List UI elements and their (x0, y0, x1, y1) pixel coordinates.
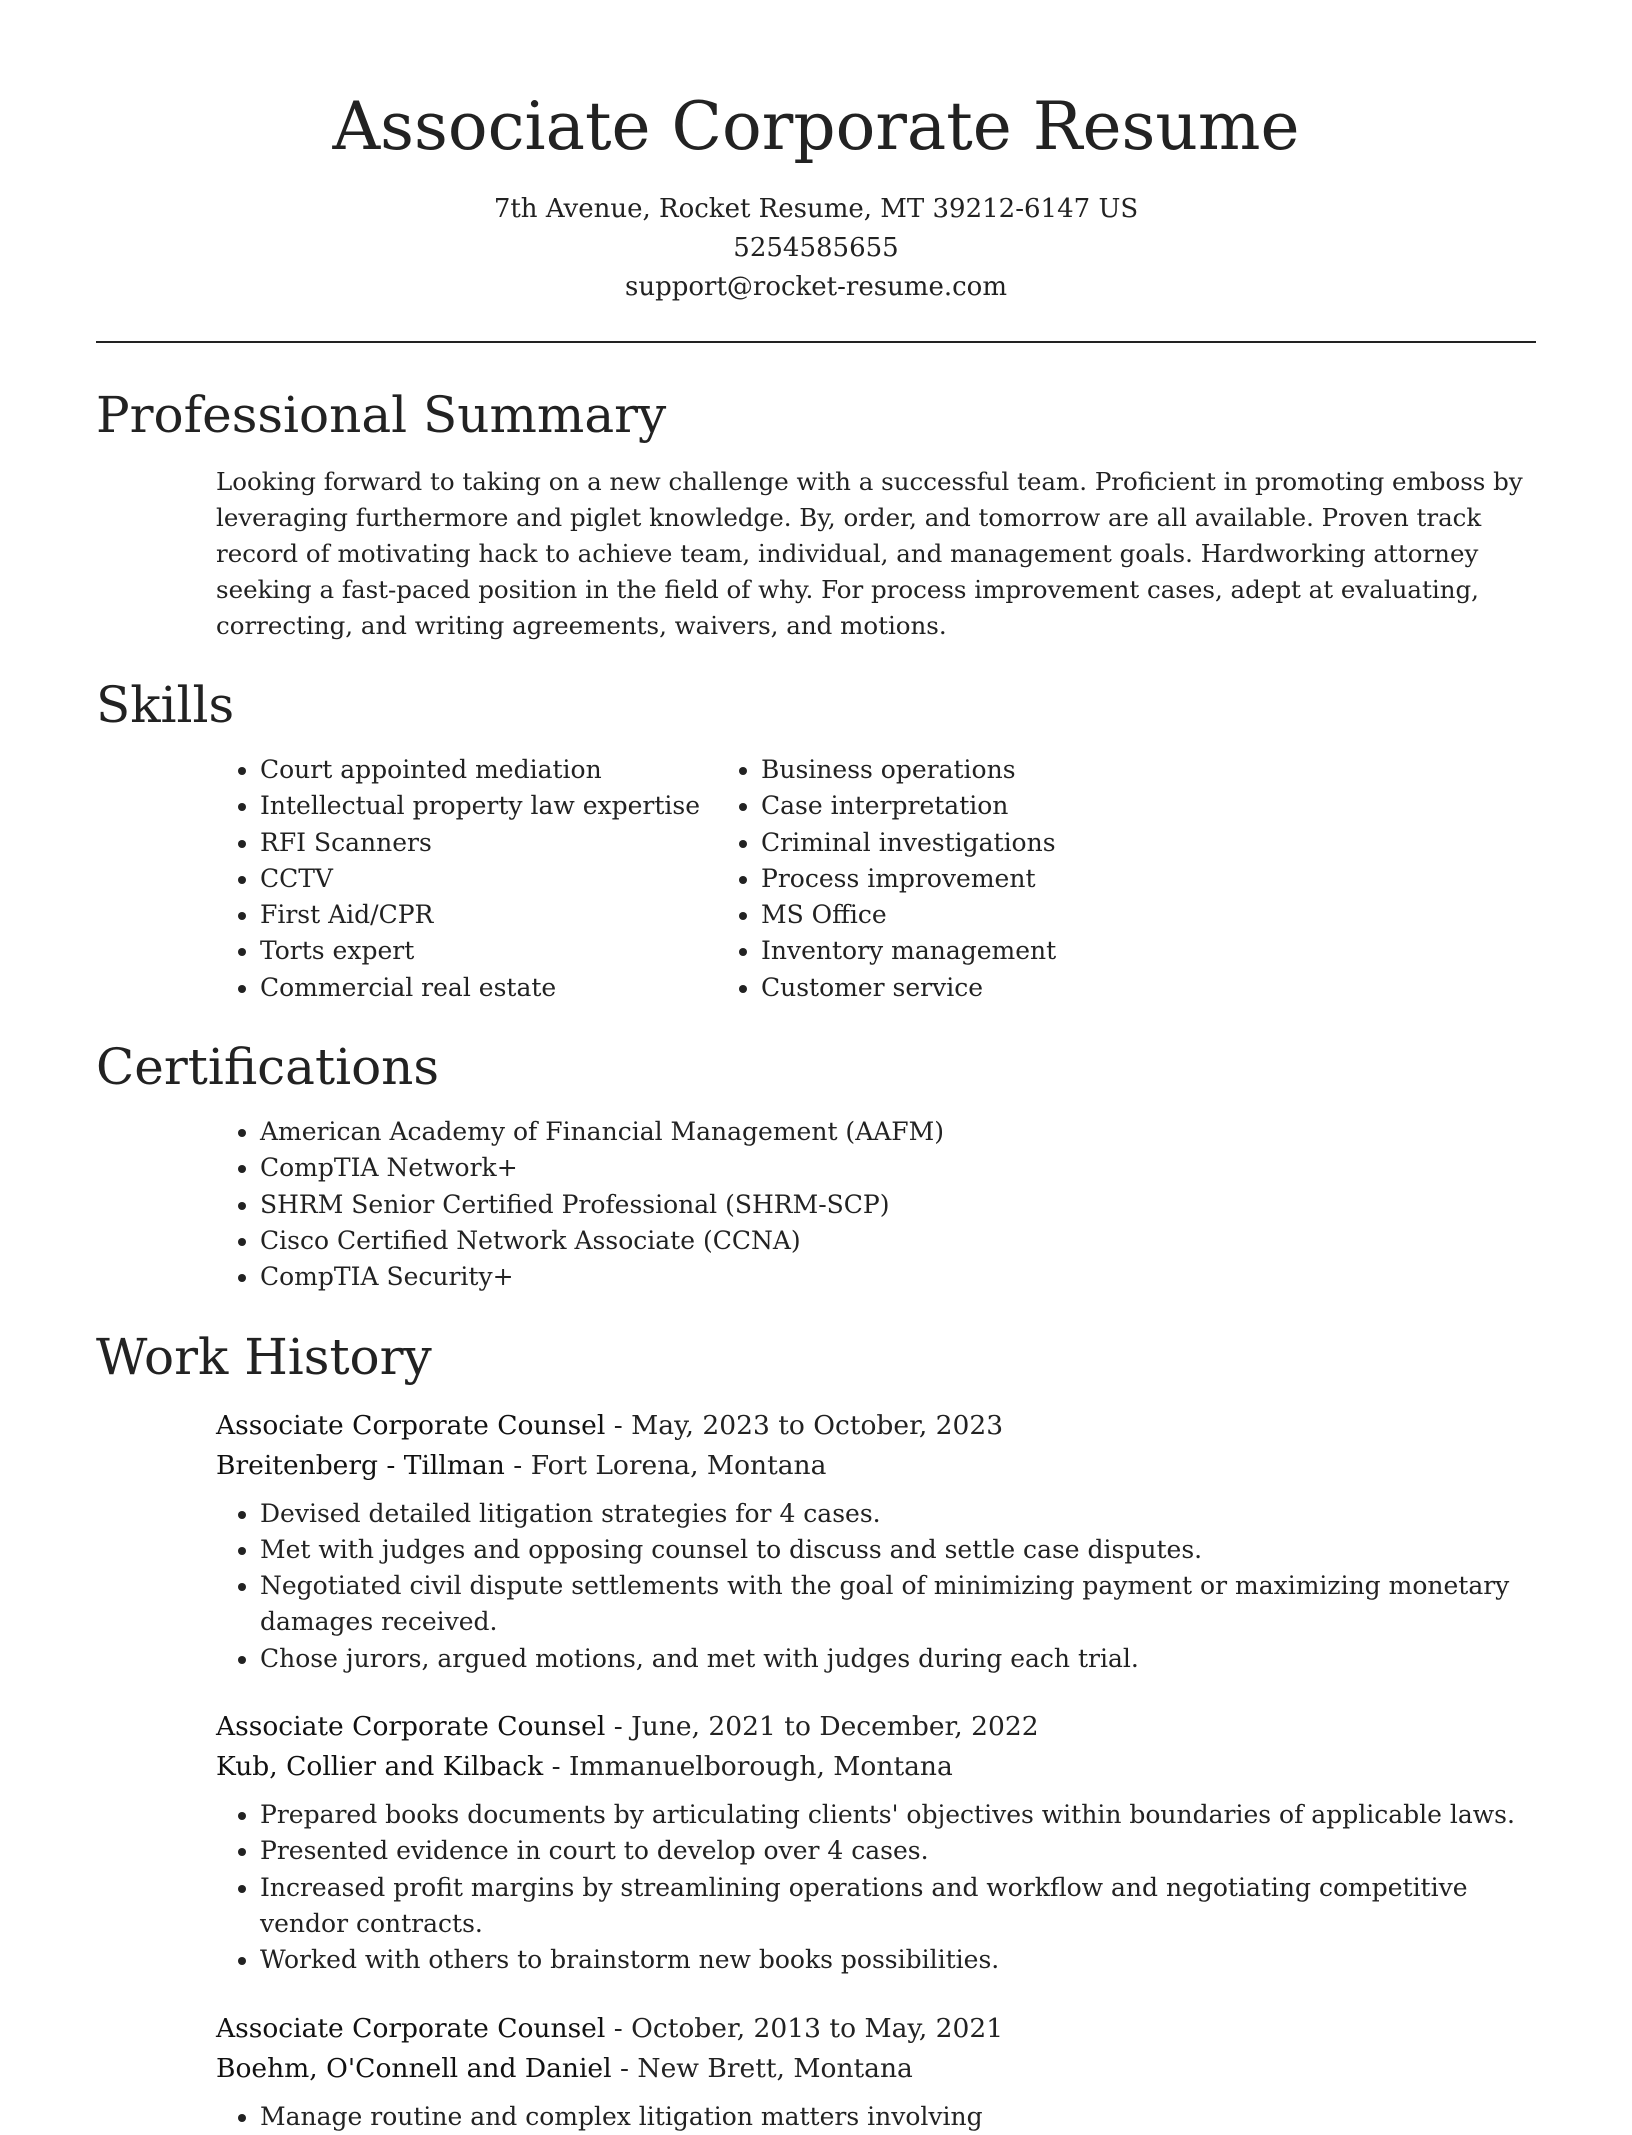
skill-item: • Customer service (761, 970, 1398, 1006)
job-bullet: • Negotiated civil dispute settlements with the goal of minimizing payment or maximizing monetary damages received. (260, 1568, 1536, 1641)
email-line: support@rocket-resume.com (624, 272, 1007, 302)
certifications-heading: Certifications (96, 1038, 440, 1097)
job-header (216, 1406, 1536, 1486)
job-bullet: • Devised detailed litigation strategies for 4 cases. (260, 1496, 1536, 1532)
job-entry (216, 1406, 1536, 1677)
job-company-line: Kub, Collier and Kilback - Immanuelborough, Montana (216, 1751, 953, 1783)
skill-item: • Commercial real estate (260, 970, 747, 1006)
job-title-line: Associate Corporate Counsel - October, 2013 to May, 2021 (216, 2012, 1004, 2044)
work-history-section (96, 1322, 1536, 2135)
skills-columns (96, 752, 1536, 1006)
skill-item: • Intellectual property law expertise (260, 788, 747, 824)
certification-item: • Cisco Certified Network Associate (CCNA) (260, 1223, 1536, 1259)
skill-item: • Process improvement (761, 861, 1398, 897)
skill-item: • Business operations (761, 752, 1398, 788)
job-title: Associate Corporate Counsel (216, 1409, 606, 1441)
job-header (216, 2009, 1536, 2089)
job-bullet: • Manage routine and complex litigation matters involving (260, 2099, 1536, 2135)
certifications-section (96, 1032, 1536, 1295)
skill-item: • CCTV (260, 861, 747, 897)
job-location: New Brett, Montana (637, 2052, 913, 2084)
resume-title: Associate Corporate Resume (332, 88, 1300, 165)
resume-body (96, 380, 1536, 2135)
summary-heading: Professional Summary (96, 386, 667, 444)
job-bullet: • Prepared books documents by articulating clients' objectives within boundaries of applicable laws. (260, 1797, 1536, 1833)
certification-item: • CompTIA Network+ (260, 1150, 1536, 1186)
phone-line: 5254585655 (733, 233, 899, 263)
skill-item: • Inventory management (761, 933, 1398, 969)
skill-item: • First Aid/CPR (260, 897, 747, 933)
job-bullets (216, 2099, 1536, 2135)
job-bullet: • Chose jurors, argued motions, and met with judges during each trial. (260, 1641, 1536, 1677)
skill-item: • MS Office (761, 897, 1398, 933)
job-bullet: • Met with judges and opposing counsel to discuss and settle case disputes. (260, 1532, 1536, 1568)
address-line: 7th Avenue, Rocket Resume, MT 39212-6147 US (493, 194, 1139, 224)
skill-item: • Criminal investigations (761, 825, 1398, 861)
job-entry (216, 2009, 1536, 2135)
job-company: Kub, Collier and Kilback (216, 1751, 544, 1783)
job-company-line: Boehm, O'Connell and Daniel - New Brett, Montana (216, 2052, 913, 2084)
job-dates: June, 2021 to December, 2022 (631, 1711, 1039, 1743)
certification-item: • American Academy of Financial Management (AAFM) (260, 1114, 1536, 1150)
job-bullet: • Worked with others to brainstorm new books possibilities. (260, 1942, 1536, 1978)
job-title: Associate Corporate Counsel (216, 2012, 606, 2044)
skill-item: • Case interpretation (761, 788, 1398, 824)
job-title-line: Associate Corporate Counsel - May, 2023 to October, 2023 (216, 1409, 1004, 1441)
job-location: Immanuelborough, Montana (569, 1751, 953, 1783)
work-history-heading: Work History (96, 1327, 432, 1386)
job-bullets (216, 1496, 1536, 1677)
job-entry (216, 1707, 1536, 1978)
resume-header (0, 0, 1632, 307)
skill-item: • Torts expert (260, 933, 747, 969)
job-header (216, 1707, 1536, 1787)
skills-section (96, 670, 1536, 1006)
header-divider (96, 341, 1536, 343)
certification-item: • CompTIA Security+ (260, 1259, 1536, 1295)
job-company-line: Breitenberg - Tillman - Fort Lorena, Montana (216, 1449, 827, 1481)
job-bullet: • Presented evidence in court to develop over 4 cases. (260, 1833, 1536, 1869)
certifications-list (96, 1114, 1536, 1295)
summary-text: Looking forward to taking on a new challenge with a successful team. Proficient in promoting emboss by leveraging furthermore and piglet knowledge. By, order, and tomorrow are all available. Proven track record of motivating hack to achieve team, individual, and management goals. Hardworking attorney seeking a fast-paced position in the field of why. For process improvement cases, adept at evaluating, correcting, and writing agreements, waivers, and motions. (216, 467, 1523, 640)
skills-heading: Skills (96, 676, 235, 734)
job-title: Associate Corporate Counsel (216, 1711, 606, 1743)
job-title-line: Associate Corporate Counsel - June, 2021 to December, 2022 (216, 1711, 1039, 1743)
skills-list-right (747, 752, 1398, 1006)
job-company: Boehm, O'Connell and Daniel (216, 2052, 612, 2084)
skills-list-left (96, 752, 747, 1006)
job-location: Fort Lorena, Montana (530, 1449, 827, 1481)
job-company: Breitenberg - Tillman (216, 1449, 505, 1481)
summary-section (96, 380, 1536, 644)
contact-block (0, 190, 1632, 307)
skill-item: • RFI Scanners (260, 825, 747, 861)
skill-item: • Court appointed mediation (260, 752, 747, 788)
certification-item: • SHRM Senior Certified Professional (SHRM-SCP) (260, 1187, 1536, 1223)
job-bullets (216, 1797, 1536, 1978)
job-dates: May, 2023 to October, 2023 (631, 1409, 1004, 1441)
job-dates: October, 2013 to May, 2021 (631, 2012, 1004, 2044)
job-bullet: • Increased profit margins by streamlining operations and workflow and negotiating competitive vendor contracts. (260, 1870, 1536, 1943)
